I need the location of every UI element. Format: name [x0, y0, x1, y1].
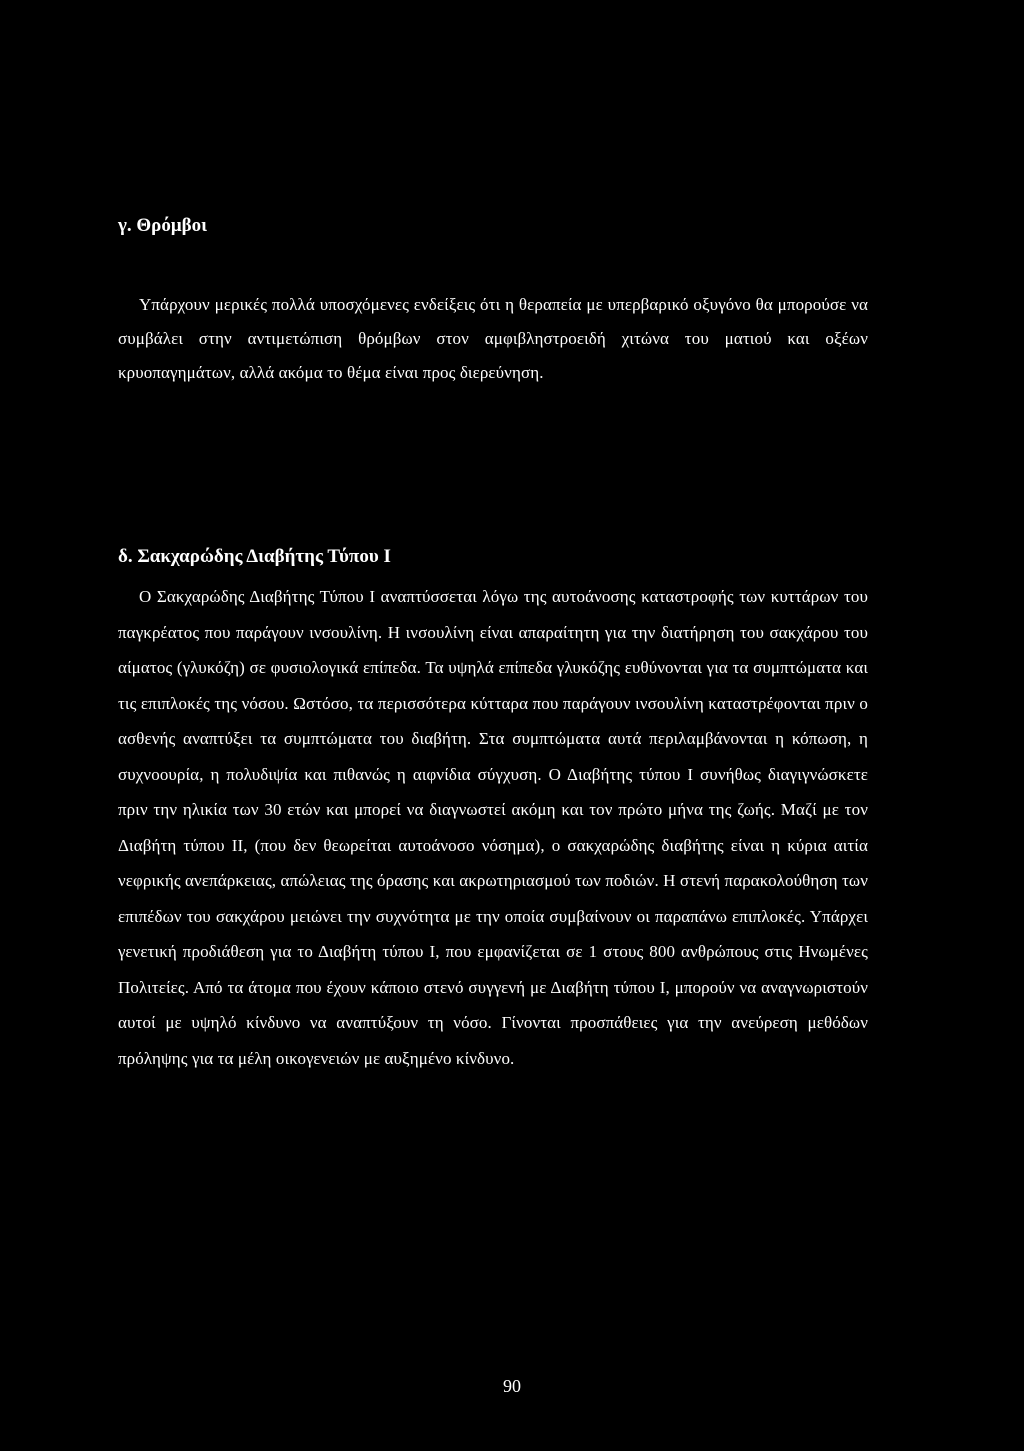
page-number: 90 — [503, 1376, 521, 1396]
section-delta-title: δ. Σακχαρώδης Διαβήτης Τύπου I — [118, 546, 391, 567]
section-gamma-paragraph: Υπάρχουν μερικές πολλά υποσχόμενες ενδείξεις ότι η θεραπεία με υπερβαρικό οξυγόνο θα μπορούσε να συμβάλει στην αντιμετώπιση θρόμβων στον αμφιβληστροειδή χιτώνα του ματιού και οξέων κρυοπαγημάτων, αλλά ακόμα το θέμα είναι προς διερεύνηση. — [118, 295, 868, 382]
section-gamma-title: γ. Θρόμβοι — [118, 215, 208, 236]
section-delta-paragraph: Ο Σακχαρώδης Διαβήτης Τύπου I αναπτύσσεται λόγω της αυτοάνοσης καταστροφής των κυττάρων του παγκρέατος που παράγουν ινσουλίνη. Η ινσουλίνη είναι απαραίτητη για την διατήρηση του σακχάρου του αίματος (γλυκόζη) σε φυσιολογικά επίπεδα. Τα υψηλά επίπεδα γλυκόζης ευθύνονται για τα συμπτώματα και τις επιπλοκές της νόσου. Ωστόσο, τα περισσότερα κύτταρα που παράγουν ινσουλίνη καταστρέφονται πριν ο ασθενής αναπτύξει τα συμπτώματα του διαβήτη. Στα συμπτώματα αυτά περιλαμβάνονται η κόπωση, η συχνοουρία, η πολυδιψία και πιθανώς η αιφνίδια σύγχυση. Ο Διαβήτης τύπου I συνήθως διαγιγνώσκετε πριν την ηλικία των 30 ετών και μπορεί να διαγνωστεί ακόμη και τον πρώτο μήνα της ζωής. Μαζί με τον Διαβήτη τύπου II, (που δεν θεωρείται αυτοάνοσο νόσημα), ο σακχαρώδης διαβήτης είναι η κύρια αιτία νεφρικής ανεπάρκειας, απώλειας της όρασης και ακρωτηριασμού των ποδιών. Η στενή παρακολούθηση των επιπέδων του σακχάρου μειώνει την συχνότητα με την οποία συμβαίνουν οι παραπάνω επιπλοκές. Υπάρχει γενετική προδιάθεση για το Διαβήτη τύπου I, που εμφανίζεται σε 1 στους 800 ανθρώπους στις Ηνωμένες Πολιτείες. Από τα άτομα που έχουν κάποιο στενό συγγενή με Διαβήτη τύπου I, μπορούν να αναγνωριστούν αυτοί με υψηλό κίνδυνο να αναπτύξουν τη νόσο. Γίνονται προσπάθειες για την ανεύρεση μεθόδων πρόληψης για τα μέλη οικογενειών με αυξημένο κίνδυνο. — [118, 587, 868, 1068]
